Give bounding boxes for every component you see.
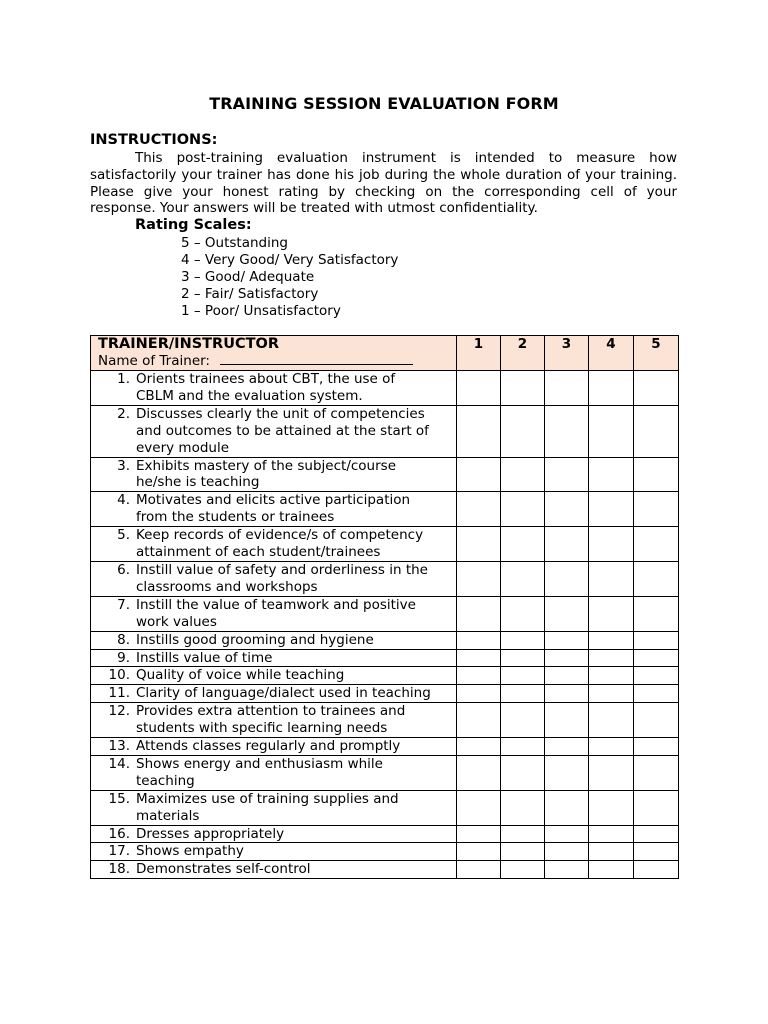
table-row xyxy=(91,371,679,406)
table-row xyxy=(91,738,679,756)
rating-cell-1[interactable] xyxy=(457,790,501,825)
rating-cell-3[interactable] xyxy=(545,649,589,667)
criterion-text: from the students or trainees xyxy=(136,509,335,526)
criterion-number xyxy=(91,440,136,457)
rating-cell-5[interactable] xyxy=(634,685,679,703)
criterion-cell xyxy=(91,527,457,562)
rating-cell-2[interactable] xyxy=(501,457,545,492)
criterion-text: and outcomes to be attained at the start of xyxy=(136,422,429,439)
rating-cell-5[interactable] xyxy=(634,667,679,685)
criterion-number: 1. xyxy=(117,371,130,387)
criterion-number: 8. xyxy=(117,631,130,648)
rating-cell-4[interactable] xyxy=(589,790,634,825)
rating-cell-3[interactable] xyxy=(545,596,589,631)
criterion-cell xyxy=(91,685,457,703)
rating-cell-5[interactable] xyxy=(634,825,679,843)
table-header-row xyxy=(91,336,679,371)
rating-cell-3[interactable] xyxy=(545,738,589,756)
criterion-number xyxy=(91,388,136,405)
rating-cell-3[interactable] xyxy=(545,631,589,649)
table-row xyxy=(91,843,679,861)
criterion-cell xyxy=(91,405,457,457)
criterion-number: 16. xyxy=(108,825,130,842)
rating-cell-3[interactable] xyxy=(545,371,589,406)
rating-scale-item: 5 – Outstanding xyxy=(181,235,288,251)
rating-cell-4[interactable] xyxy=(589,492,634,527)
table-row xyxy=(91,631,679,649)
criterion-number: 6. xyxy=(117,561,130,578)
rating-cell-5[interactable] xyxy=(634,492,679,527)
rating-cell-4[interactable] xyxy=(589,738,634,756)
criterion-text: he/she is teaching xyxy=(136,474,260,491)
rating-cell-2[interactable] xyxy=(501,649,545,667)
criterion-cell xyxy=(91,738,457,756)
trainer-name-field[interactable] xyxy=(220,353,413,365)
rating-column-header: 3 xyxy=(545,336,589,371)
rating-cell-1[interactable] xyxy=(457,631,501,649)
criterion-cell xyxy=(91,596,457,631)
criterion-text: Shows empathy xyxy=(136,843,244,860)
rating-scales-list xyxy=(181,235,398,320)
table-row xyxy=(91,649,679,667)
criterion-cell xyxy=(91,649,457,667)
rating-cell-1[interactable] xyxy=(457,596,501,631)
rating-cell-2[interactable] xyxy=(501,843,545,861)
rating-cell-5[interactable] xyxy=(634,790,679,825)
rating-cell-4[interactable] xyxy=(589,685,634,703)
rating-cell-2[interactable] xyxy=(501,405,545,457)
rating-cell-4[interactable] xyxy=(589,825,634,843)
criterion-cell xyxy=(91,703,457,738)
rating-cell-2[interactable] xyxy=(501,861,545,879)
rating-cell-1[interactable] xyxy=(457,861,501,879)
criterion-number xyxy=(91,579,136,596)
rating-cell-5[interactable] xyxy=(634,649,679,667)
rating-cell-4[interactable] xyxy=(589,861,634,879)
rating-cell-3[interactable] xyxy=(545,667,589,685)
rating-cell-3[interactable] xyxy=(545,861,589,879)
table-row xyxy=(91,596,679,631)
criterion-cell xyxy=(91,631,457,649)
rating-cell-3[interactable] xyxy=(545,685,589,703)
criterion-text: Motivates and elicits active participation xyxy=(136,492,411,509)
criterion-text: Instill value of safety and orderliness in the xyxy=(136,561,428,578)
criterion-number xyxy=(91,720,136,737)
rating-cell-2[interactable] xyxy=(501,492,545,527)
rating-cell-3[interactable] xyxy=(545,843,589,861)
rating-column-header: 1 xyxy=(457,336,501,371)
rating-cell-2[interactable] xyxy=(501,755,545,790)
rating-cell-1[interactable] xyxy=(457,825,501,843)
rating-cell-5[interactable] xyxy=(634,843,679,861)
criterion-cell xyxy=(91,861,457,879)
rating-cell-5[interactable] xyxy=(634,703,679,738)
rating-cell-2[interactable] xyxy=(501,825,545,843)
table-row xyxy=(91,861,679,879)
criterion-cell xyxy=(91,790,457,825)
rating-cell-1[interactable] xyxy=(457,492,501,527)
criterion-cell xyxy=(91,667,457,685)
rating-cell-1[interactable] xyxy=(457,738,501,756)
criterion-number: 4. xyxy=(117,492,130,509)
rating-cell-1[interactable] xyxy=(457,405,501,457)
section-title: TRAINER/INSTRUCTOR xyxy=(98,336,280,352)
instructions-text: This post-training evaluation instrument is intended to measure how satisfactorily your trainer has done his job during the whole duration of your training. Please give your honest rating by checking on the corresponding cell of your response. Your answers will be treated with utmost confidentiality. xyxy=(90,150,677,217)
rating-scale-item: 2 – Fair/ Satisfactory xyxy=(181,285,319,302)
rating-scale-item: 3 – Good/ Adequate xyxy=(181,268,315,285)
rating-cell-1[interactable] xyxy=(457,561,501,596)
criterion-text: Instills good grooming and hygiene xyxy=(136,631,374,648)
rating-cell-4[interactable] xyxy=(589,527,634,562)
rating-cell-1[interactable] xyxy=(457,649,501,667)
trainer-header-cell xyxy=(91,336,457,371)
table-row xyxy=(91,492,679,527)
rating-cell-2[interactable] xyxy=(501,738,545,756)
rating-cell-4[interactable] xyxy=(589,755,634,790)
table-row xyxy=(91,825,679,843)
criterion-number: 17. xyxy=(108,843,130,860)
rating-cell-2[interactable] xyxy=(501,527,545,562)
rating-cell-4[interactable] xyxy=(589,371,634,406)
table-row xyxy=(91,790,679,825)
rating-column-header: 2 xyxy=(501,336,545,371)
criterion-text: Instill the value of teamwork and positive xyxy=(136,596,416,613)
criterion-text: attainment of each student/trainees xyxy=(136,544,381,561)
rating-cell-5[interactable] xyxy=(634,738,679,756)
rating-cell-4[interactable] xyxy=(589,596,634,631)
criterion-number: 7. xyxy=(117,596,130,613)
criterion-number: 11. xyxy=(108,685,130,702)
rating-cell-3[interactable] xyxy=(545,755,589,790)
rating-cell-4[interactable] xyxy=(589,667,634,685)
table-row xyxy=(91,457,679,492)
rating-cell-2[interactable] xyxy=(501,685,545,703)
rating-cell-3[interactable] xyxy=(545,527,589,562)
criterion-number xyxy=(91,614,136,631)
criterion-text: Orients trainees about CBT, the use of xyxy=(136,371,396,387)
criterion-text: teaching xyxy=(136,772,195,789)
form-title: TRAINING SESSION EVALUATION FORM xyxy=(209,94,559,113)
rating-cell-5[interactable] xyxy=(634,861,679,879)
criterion-number xyxy=(91,423,136,440)
criterion-text: Demonstrates self-control xyxy=(136,861,311,878)
rating-cell-5[interactable] xyxy=(634,631,679,649)
rating-cell-5[interactable] xyxy=(634,755,679,790)
criterion-number xyxy=(91,544,136,561)
criterion-number: 2. xyxy=(117,405,130,422)
rating-cell-5[interactable] xyxy=(634,457,679,492)
criterion-number: 5. xyxy=(117,527,130,544)
criterion-number: 10. xyxy=(108,667,130,684)
rating-cell-4[interactable] xyxy=(589,703,634,738)
criterion-text: materials xyxy=(136,807,200,824)
criterion-number xyxy=(91,509,136,526)
rating-cell-3[interactable] xyxy=(545,457,589,492)
criterion-text: Keep records of evidence/s of competency xyxy=(136,527,424,544)
rating-cell-3[interactable] xyxy=(545,492,589,527)
table-row xyxy=(91,703,679,738)
evaluation-table xyxy=(90,335,679,879)
rating-cell-1[interactable] xyxy=(457,371,501,406)
rating-scales-heading: Rating Scales: xyxy=(135,217,252,233)
criterion-number xyxy=(91,808,136,825)
criterion-text: Attends classes regularly and promptly xyxy=(136,738,401,755)
rating-cell-1[interactable] xyxy=(457,457,501,492)
criterion-cell xyxy=(91,457,457,492)
criterion-number: 18. xyxy=(108,861,130,878)
table-row xyxy=(91,405,679,457)
criterion-number: 13. xyxy=(108,738,130,755)
criterion-number: 14. xyxy=(108,755,130,772)
rating-cell-1[interactable] xyxy=(457,527,501,562)
rating-cell-3[interactable] xyxy=(545,825,589,843)
criterion-text: CBLM and the evaluation system. xyxy=(136,387,363,404)
criterion-cell xyxy=(91,561,457,596)
rating-cell-3[interactable] xyxy=(545,405,589,457)
rating-cell-2[interactable] xyxy=(501,703,545,738)
criterion-text: Discusses clearly the unit of competencies xyxy=(136,405,425,422)
criterion-cell xyxy=(91,755,457,790)
criterion-cell xyxy=(91,843,457,861)
rating-cell-2[interactable] xyxy=(501,371,545,406)
rating-cell-1[interactable] xyxy=(457,703,501,738)
criterion-number: 3. xyxy=(117,457,130,474)
criterion-number: 15. xyxy=(108,790,130,807)
criterion-number xyxy=(91,474,136,491)
rating-cell-2[interactable] xyxy=(501,596,545,631)
table-row xyxy=(91,561,679,596)
rating-cell-5[interactable] xyxy=(634,371,679,406)
criterion-text: students with specific learning needs xyxy=(136,720,388,737)
criterion-text: Clarity of language/dialect used in teaching xyxy=(136,685,431,702)
rating-cell-4[interactable] xyxy=(589,457,634,492)
criterion-text: Dresses appropriately xyxy=(136,825,285,842)
rating-cell-3[interactable] xyxy=(545,561,589,596)
rating-cell-4[interactable] xyxy=(589,561,634,596)
criterion-cell xyxy=(91,825,457,843)
table-row xyxy=(91,755,679,790)
table-row xyxy=(91,685,679,703)
rating-scale-item: 4 – Very Good/ Very Satisfactory xyxy=(181,251,399,268)
rating-cell-2[interactable] xyxy=(501,667,545,685)
criterion-text: Exhibits mastery of the subject/course xyxy=(136,457,397,474)
criterion-number: 9. xyxy=(117,649,130,666)
criterion-text: Instills value of time xyxy=(136,649,273,666)
rating-cell-4[interactable] xyxy=(589,631,634,649)
criterion-text: Shows energy and enthusiasm while xyxy=(136,755,383,772)
criterion-text: work values xyxy=(136,613,217,630)
rating-cell-5[interactable] xyxy=(634,596,679,631)
rating-scale-item: 1 – Poor/ Unsatisfactory xyxy=(181,302,341,319)
rating-column-header: 4 xyxy=(589,336,634,371)
criterion-text: classrooms and workshops xyxy=(136,578,318,595)
rating-cell-3[interactable] xyxy=(545,703,589,738)
rating-cell-3[interactable] xyxy=(545,790,589,825)
criterion-text: Maximizes use of training supplies and xyxy=(136,790,399,807)
rating-cell-4[interactable] xyxy=(589,843,634,861)
criterion-number xyxy=(91,773,136,790)
criterion-text: every module xyxy=(136,439,230,456)
rating-cell-1[interactable] xyxy=(457,843,501,861)
rating-column-header: 5 xyxy=(634,336,679,371)
rating-cell-2[interactable] xyxy=(501,561,545,596)
rating-cell-4[interactable] xyxy=(589,405,634,457)
rating-cell-4[interactable] xyxy=(589,649,634,667)
criterion-text: Quality of voice while teaching xyxy=(136,667,345,684)
criterion-cell xyxy=(91,492,457,527)
rating-cell-5[interactable] xyxy=(634,561,679,596)
table-row xyxy=(91,527,679,562)
criterion-number: 12. xyxy=(108,703,130,720)
criterion-text: Provides extra attention to trainees and xyxy=(136,703,406,720)
rating-cell-1[interactable] xyxy=(457,755,501,790)
instructions-heading: INSTRUCTIONS: xyxy=(90,132,218,148)
rating-cell-1[interactable] xyxy=(457,685,501,703)
trainer-name-label: Name of Trainer: xyxy=(98,353,210,369)
criterion-cell xyxy=(91,371,457,406)
rating-cell-5[interactable] xyxy=(634,527,679,562)
rating-cell-5[interactable] xyxy=(634,405,679,457)
rating-cell-2[interactable] xyxy=(501,631,545,649)
table-row xyxy=(91,667,679,685)
rating-cell-2[interactable] xyxy=(501,790,545,825)
rating-cell-1[interactable] xyxy=(457,667,501,685)
